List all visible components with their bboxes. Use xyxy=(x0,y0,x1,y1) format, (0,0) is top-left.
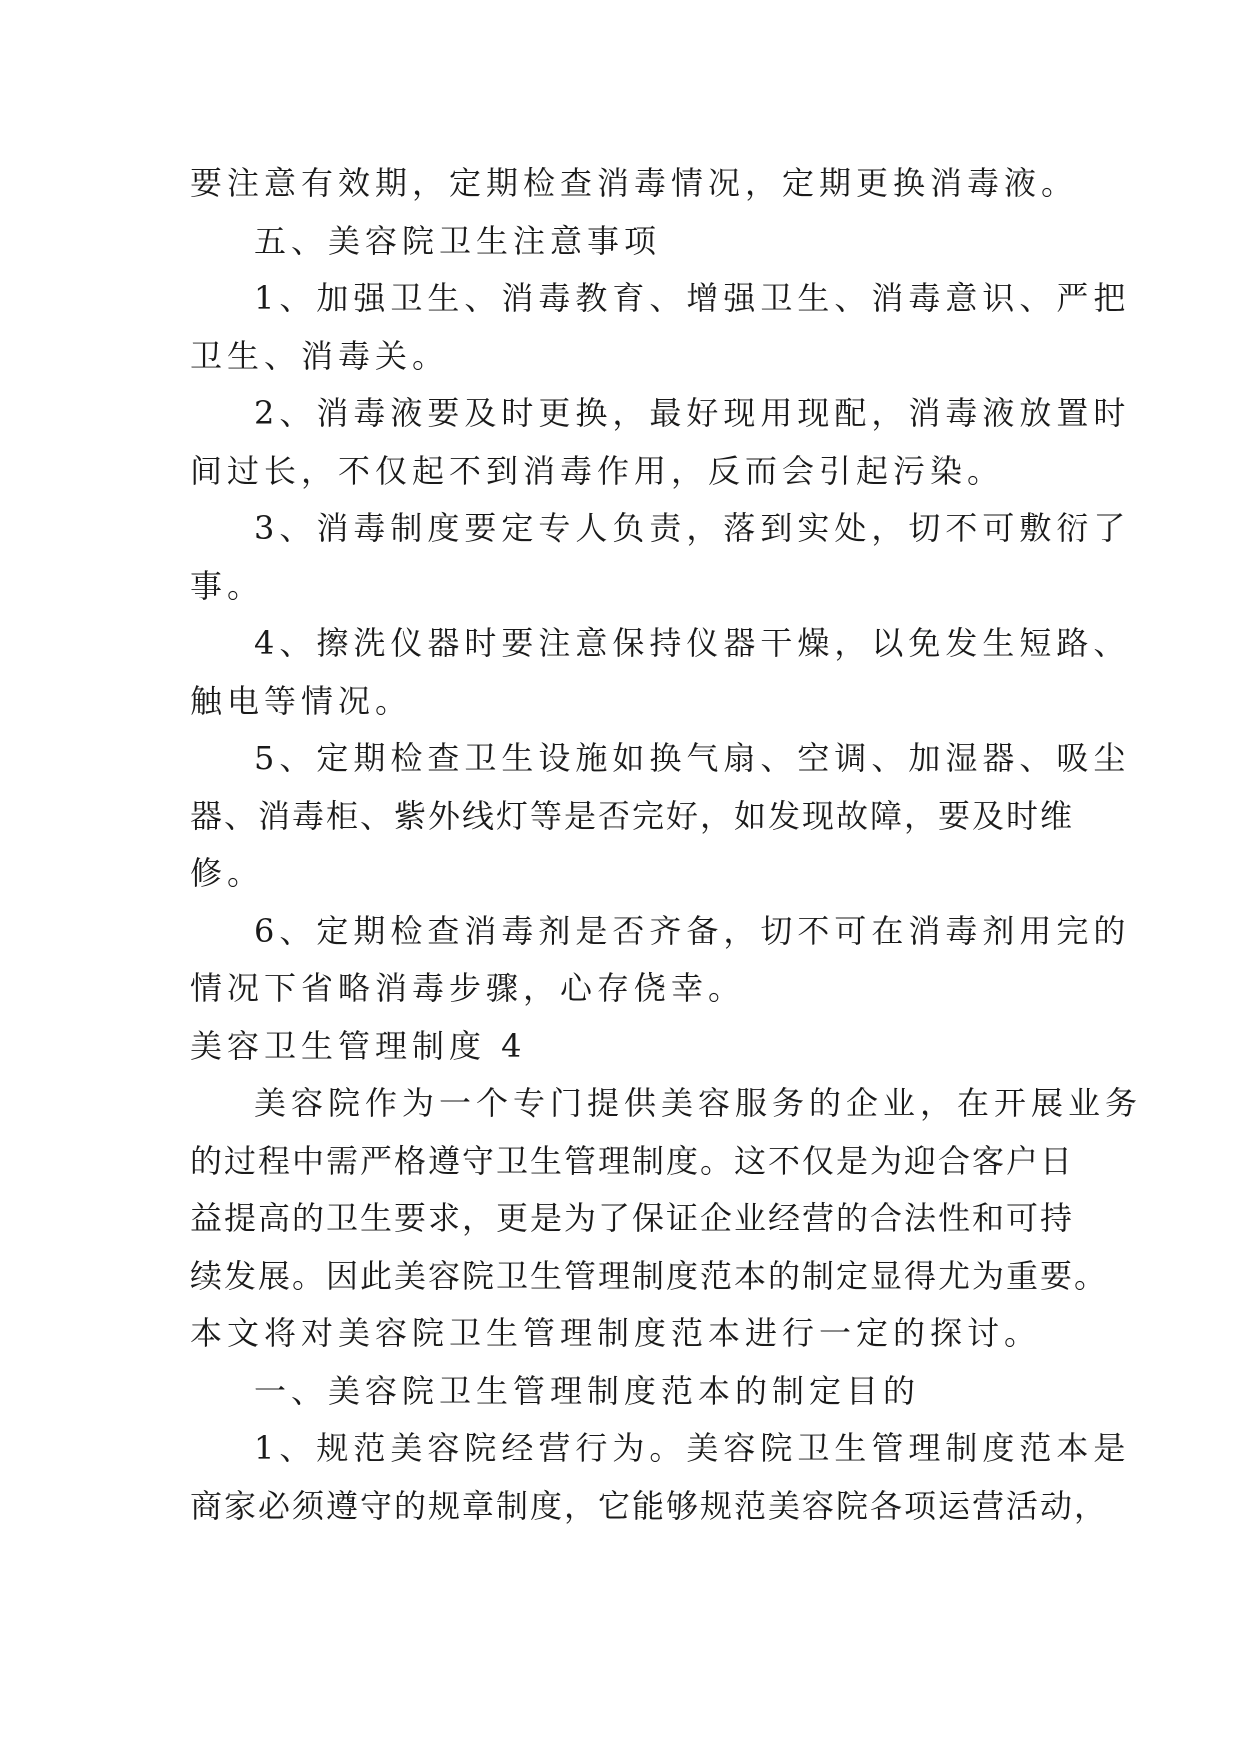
body-text-line: 的过程中需严格遵守卫生管理制度。这不仅是为迎合客户日 xyxy=(190,1141,1075,1180)
list-item-line: 3、消毒制度要定专人负责，落到实处，切不可敷衍了 xyxy=(254,509,1131,547)
body-text-line: 益提高的卫生要求，更是为了保证企业经营的合法性和可持 xyxy=(190,1199,1075,1237)
list-item-line: 2、消毒液要及时更换，最好现用现配，消毒液放置时 xyxy=(254,394,1131,432)
document-page xyxy=(190,155,1143,1535)
body-text-line: 美容院作为一个专门提供美容服务的企业，在开展业务 xyxy=(254,1084,1143,1122)
list-item-line: 4、擦洗仪器时要注意保持仪器干燥，以免发生短路、 xyxy=(254,624,1131,662)
list-item-line: 情况下省略消毒步骤，心存侥幸。 xyxy=(190,969,746,1007)
list-item-line: 修。 xyxy=(190,854,265,892)
list-item-line: 器、消毒柜、紫外线灯等是否完好，如发现故障，要及时维 xyxy=(190,796,1075,835)
body-text-line: 续发展。因此美容院卫生管理制度范本的制定显得尤为重要。 xyxy=(190,1256,1109,1295)
list-item-line: 间过长，不仅起不到消毒作用，反而会引起污染。 xyxy=(190,451,1005,490)
section-heading: 五、美容院卫生注意事项 xyxy=(254,221,662,260)
list-item-line: 1、规范美容院经营行为。美容院卫生管理制度范本是 xyxy=(254,1429,1131,1467)
list-item-line: 1、加强卫生、消毒教育、增强卫生、消毒意识、严把 xyxy=(254,279,1131,317)
list-item-line: 卫生、消毒关。 xyxy=(190,336,450,375)
list-item-line: 商家必须遵守的规章制度，它能够规范美容院各项运营活动， xyxy=(190,1486,1109,1525)
list-item-line: 6、定期检查消毒剂是否齐备，切不可在消毒剂用完的 xyxy=(254,911,1131,950)
section-heading: 一、美容院卫生管理制度范本的制定目的 xyxy=(254,1371,921,1410)
list-item-line: 事。 xyxy=(190,566,265,605)
list-item-line: 触电等情况。 xyxy=(190,681,413,720)
body-text-line: 要注意有效期，定期检查消毒情况，定期更换消毒液。 xyxy=(190,164,1079,202)
list-item-line: 5、定期检查卫生设施如换气扇、空调、加湿器、吸尘 xyxy=(254,739,1131,777)
article-title: 美容卫生管理制度 4 xyxy=(190,1026,527,1065)
body-text-line: 本文将对美容院卫生管理制度范本进行一定的探讨。 xyxy=(190,1314,1042,1352)
